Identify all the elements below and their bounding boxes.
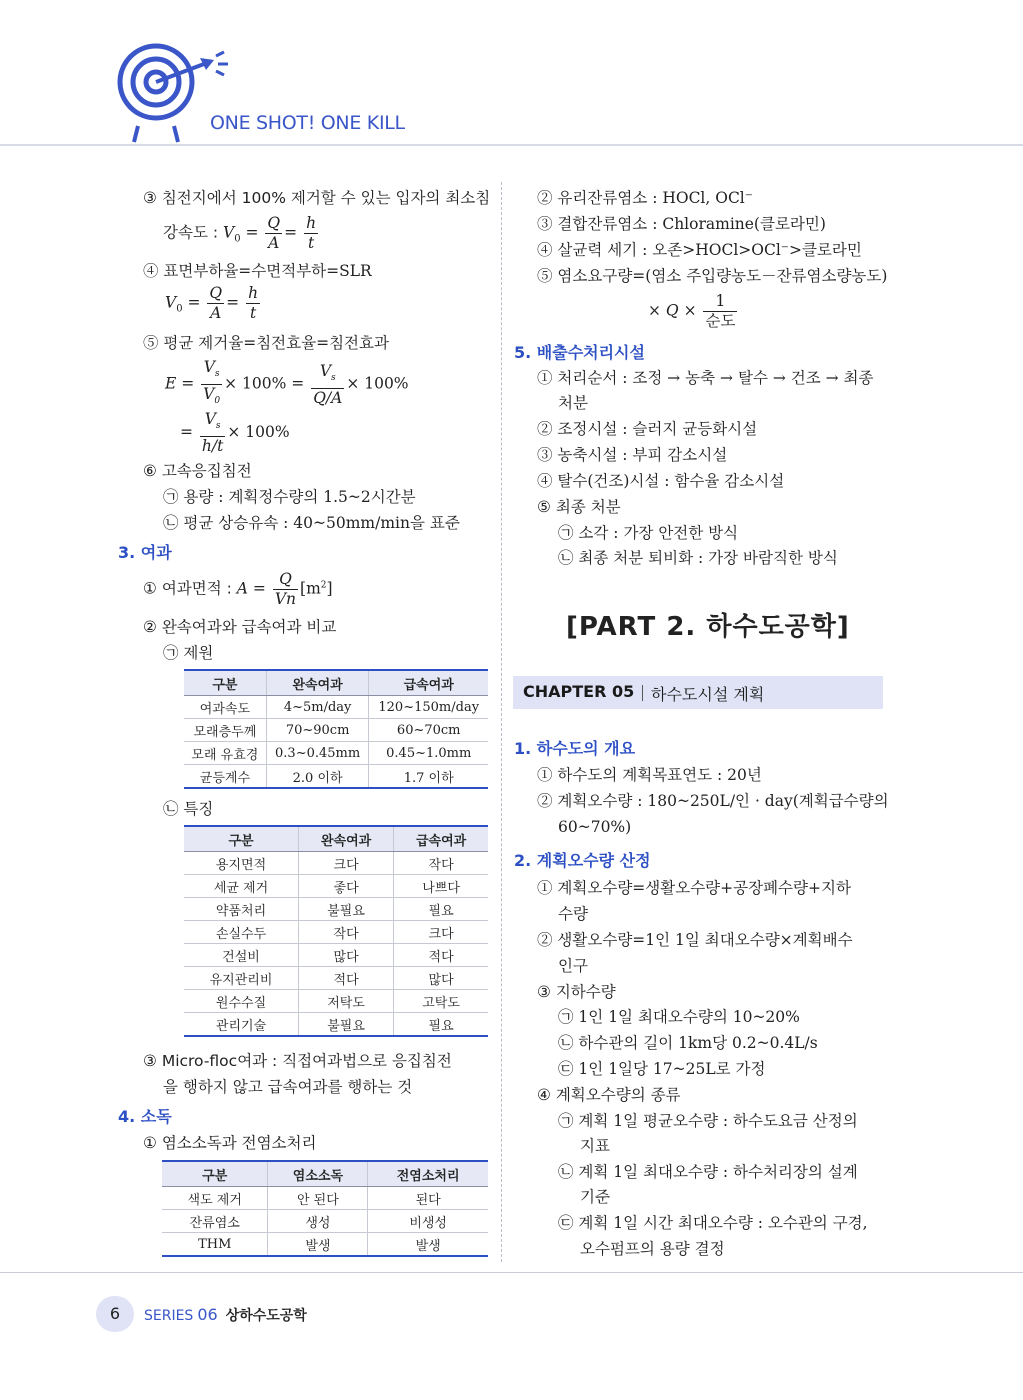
table-row xyxy=(162,1210,488,1233)
table-cell: 크다 xyxy=(299,852,394,875)
table-cell: 발생 xyxy=(368,1233,488,1257)
filter-area-formula: ① 여과면적 : A = $\frac{Q}{Vn}$ $[m^2]$ xyxy=(143,570,333,608)
table-row xyxy=(184,944,488,967)
chlorination-table xyxy=(162,1160,488,1257)
table-cell: 적다 xyxy=(299,967,394,990)
text-line: ③ 농축시설 : 부피 감소시설 xyxy=(537,446,728,464)
table-cell: 필요 xyxy=(394,898,488,921)
book-title: 상하수도공학 xyxy=(225,1308,307,1324)
text-line: ㉠ 계획 1일 평균오수량 : 하수도요금 산정의 xyxy=(558,1112,858,1130)
table-header: 구분 xyxy=(162,1161,268,1187)
chapter-separator xyxy=(642,685,643,701)
table-cell: 모래 유효경 xyxy=(184,742,266,765)
text-line: ㉡ 평균 상승유속 : 40~50mm/min을 표준 xyxy=(163,514,460,532)
text-line: ① 처리순서 : 조정 → 농축 → 탈수 → 건조 → 최종 xyxy=(537,369,874,387)
slr-formula: $V_0$ = $\frac{Q}{A}$ = $\frac{h}{t}$ xyxy=(165,284,259,322)
text-line: ㉡ 특징 xyxy=(163,800,214,818)
table-header: 급속여과 xyxy=(369,670,488,696)
table-cell: 여과속도 xyxy=(184,696,266,719)
text-line: 오수펌프의 용량 결정 xyxy=(580,1240,725,1258)
table-cell: 0.45~1.0mm xyxy=(369,742,488,765)
series-label: SERIES xyxy=(144,1308,194,1324)
filtration-feature-table xyxy=(184,825,488,1037)
text-label: 강속도 : xyxy=(163,223,223,242)
table-cell: 모래층두께 xyxy=(184,719,266,742)
text-line: ③ 결합잔류염소 : Chloramine(클로라민) xyxy=(537,215,826,233)
section-heading: 5. 배출수처리시설 xyxy=(514,343,645,362)
table-cell: 작다 xyxy=(299,921,394,944)
table-cell: 된다 xyxy=(368,1187,488,1210)
table-cell: 균등계수 xyxy=(184,765,266,789)
text-line: ㉢ 1인 1일당 17~25L로 가정 xyxy=(558,1060,766,1078)
table-cell: 저탁도 xyxy=(299,990,394,1013)
text-line: ① 염소소독과 전염소처리 xyxy=(143,1134,317,1152)
text-line: 기준 xyxy=(580,1188,610,1206)
chapter-title: 하수도시설 계획 xyxy=(651,685,765,704)
table-cell: 안 된다 xyxy=(268,1187,368,1210)
footer-divider xyxy=(0,1272,1023,1273)
table-header: 전염소처리 xyxy=(368,1161,488,1187)
table-cell: 불필요 xyxy=(299,898,394,921)
text-line: ③ Micro-floc여과 : 직접여과법으로 응집침전 xyxy=(143,1052,452,1070)
text-line: ② 조정시설 : 슬러지 균등화시설 xyxy=(537,420,758,438)
section-heading: 4. 소독 xyxy=(118,1107,172,1126)
text-line: ㉠ 소각 : 가장 안전한 방식 xyxy=(558,524,739,542)
table-cell: 약품처리 xyxy=(184,898,299,921)
table-cell: 크다 xyxy=(394,921,488,944)
table-row xyxy=(184,921,488,944)
section-heading: 2. 계획오수량 산정 xyxy=(514,851,651,870)
table-cell: 많다 xyxy=(394,967,488,990)
table-cell: 손실수두 xyxy=(184,921,299,944)
text-line: 인구 xyxy=(558,957,588,975)
table-cell: 잔류염소 xyxy=(162,1210,268,1233)
text-line: ㉡ 하수관의 길이 1km당 0.2~0.4L/s xyxy=(558,1034,818,1052)
text-line: 처분 xyxy=(558,394,588,412)
text-label: ① 여과면적 : xyxy=(143,579,237,598)
text-line: ④ 표면부하율=수면적부하=SLR xyxy=(143,262,372,280)
table-row xyxy=(184,719,488,742)
text-line: ② 완속여과와 급속여과 비교 xyxy=(143,618,337,636)
text-line: ① 계획오수량=생활오수량+공장폐수량+지하 xyxy=(537,879,851,897)
table-cell: 많다 xyxy=(299,944,394,967)
slogan: ONE SHOT! ONE KILL xyxy=(210,112,405,134)
series-number: 06 xyxy=(197,1305,218,1324)
table-row xyxy=(184,852,488,875)
table-cell: 세균 제거 xyxy=(184,875,299,898)
table-cell: 좋다 xyxy=(299,875,394,898)
chapter-banner xyxy=(513,676,883,709)
table-header: 염소소독 xyxy=(268,1161,368,1187)
footer-series xyxy=(144,1305,307,1325)
table-cell: 나쁘다 xyxy=(394,875,488,898)
text-line: ㉡ 최종 처분 퇴비화 : 가장 바람직한 방식 xyxy=(558,549,838,567)
table-cell: 120~150m/day xyxy=(369,696,488,719)
table-cell: THM xyxy=(162,1233,268,1257)
chapter-number: CHAPTER 05 xyxy=(523,682,635,701)
section-heading: 3. 여과 xyxy=(118,543,172,562)
column-divider xyxy=(501,182,502,1262)
table-cell: 고탁도 xyxy=(394,990,488,1013)
table-cell: 불필요 xyxy=(299,1013,394,1037)
table-cell: 4~5m/day xyxy=(266,696,369,719)
text-line: ③ 지하수량 xyxy=(537,983,616,1001)
text-line: 을 행하지 않고 급속여과를 행하는 것 xyxy=(163,1078,413,1096)
table-cell: 70~90cm xyxy=(266,719,369,742)
table-row xyxy=(162,1187,488,1210)
text-line: ㉡ 계획 1일 최대오수량 : 하수처리장의 설계 xyxy=(558,1163,858,1181)
table-cell: 적다 xyxy=(394,944,488,967)
page-header xyxy=(0,0,1023,146)
chlorine-demand-formula: × Q × $\frac{1}{\text{순도}}$ xyxy=(648,292,736,330)
table-cell: 건설비 xyxy=(184,944,299,967)
header-divider xyxy=(0,144,1023,146)
text-line: ㉢ 계획 1일 시간 최대오수량 : 오수관의 구경, xyxy=(558,1214,868,1232)
filtration-spec-table xyxy=(184,669,488,789)
text-line: ④ 살균력 세기 : 오존>HOCl>OCl⁻>클로라민 xyxy=(537,241,862,259)
table-cell: 색도 제거 xyxy=(162,1187,268,1210)
table-row xyxy=(162,1233,488,1257)
table-header: 완속여과 xyxy=(266,670,369,696)
text-line: 수량 xyxy=(558,905,588,923)
table-header: 급속여과 xyxy=(394,826,488,852)
text-line: 지표 xyxy=(580,1137,610,1155)
section-heading: 1. 하수도의 개요 xyxy=(514,739,636,758)
text-line: ② 생활오수량=1인 1일 최대오수량×계획배수 xyxy=(537,931,853,949)
text-line: ② 계획오수량 : 180~250L/인 · day(계획급수량의 xyxy=(537,792,889,810)
table-cell: 발생 xyxy=(268,1233,368,1257)
text-line: ② 유리잔류염소 : HOCl, OCl⁻ xyxy=(537,189,753,207)
table-cell: 원수수질 xyxy=(184,990,299,1013)
table-row xyxy=(184,765,488,789)
table-cell: 필요 xyxy=(394,1013,488,1037)
table-header: 구분 xyxy=(184,670,266,696)
fraction-denominator: 순도 xyxy=(705,312,736,330)
table-row xyxy=(184,990,488,1013)
table-row xyxy=(184,696,488,719)
settling-velocity-formula: 강속도 : $V_0$ = $\frac{Q}{A}$ = $\frac{h}{t}$ xyxy=(163,214,317,252)
text-line: ⑤ 염소요구량=(염소 주입량농도－잔류염소량농도) xyxy=(537,267,888,285)
table-row xyxy=(184,875,488,898)
efficiency-formula-1: E = $\frac{V_s}{V_0}$ × 100% = $\frac{V_s}{Q/A}$ × 100% xyxy=(165,358,409,407)
text-line: ⑥ 고속응집침전 xyxy=(143,462,252,480)
efficiency-formula-2: = $\frac{V_s}{h/t}$ × 100% xyxy=(180,410,290,456)
table-header: 구분 xyxy=(184,826,299,852)
table-cell: 1.7 이하 xyxy=(369,765,488,789)
table-row xyxy=(184,1013,488,1037)
table-cell: 작다 xyxy=(394,852,488,875)
text-line: 60~70%) xyxy=(558,818,632,836)
table-row xyxy=(184,742,488,765)
text-line: ⑤ 최종 처분 xyxy=(537,498,621,516)
table-cell: 2.0 이하 xyxy=(266,765,369,789)
table-cell: 비생성 xyxy=(368,1210,488,1233)
text-line: ③ 침전지에서 100% 제거할 수 있는 입자의 최소침 xyxy=(143,189,491,207)
table-row xyxy=(184,967,488,990)
text-line: ㉠ 용량 : 계획정수량의 1.5~2시간분 xyxy=(163,488,416,506)
table-cell: 유지관리비 xyxy=(184,967,299,990)
text-line: ④ 탈수(건조)시설 : 함수율 감소시설 xyxy=(537,472,785,490)
table-cell: 용지면적 xyxy=(184,852,299,875)
text-line: ⑤ 평균 제거율=침전효율=침전효과 xyxy=(143,334,389,352)
table-cell: 관리기술 xyxy=(184,1013,299,1037)
text-line: ④ 계획오수량의 종류 xyxy=(537,1086,681,1104)
table-header: 완속여과 xyxy=(299,826,394,852)
text-line: ① 하수도의 계획목표연도 : 20년 xyxy=(537,766,762,784)
part-title: [PART 2. 하수도공학] xyxy=(566,612,850,642)
table-row xyxy=(184,898,488,921)
table-cell: 60~70cm xyxy=(369,719,488,742)
text-line: ㉠ 1인 1일 최대오수량의 10~20% xyxy=(558,1008,800,1026)
page-number: 6 xyxy=(96,1296,134,1332)
table-cell: 0.3~0.45mm xyxy=(266,742,369,765)
text-line: ㉠ 제원 xyxy=(163,644,214,662)
table-cell: 생성 xyxy=(268,1210,368,1233)
